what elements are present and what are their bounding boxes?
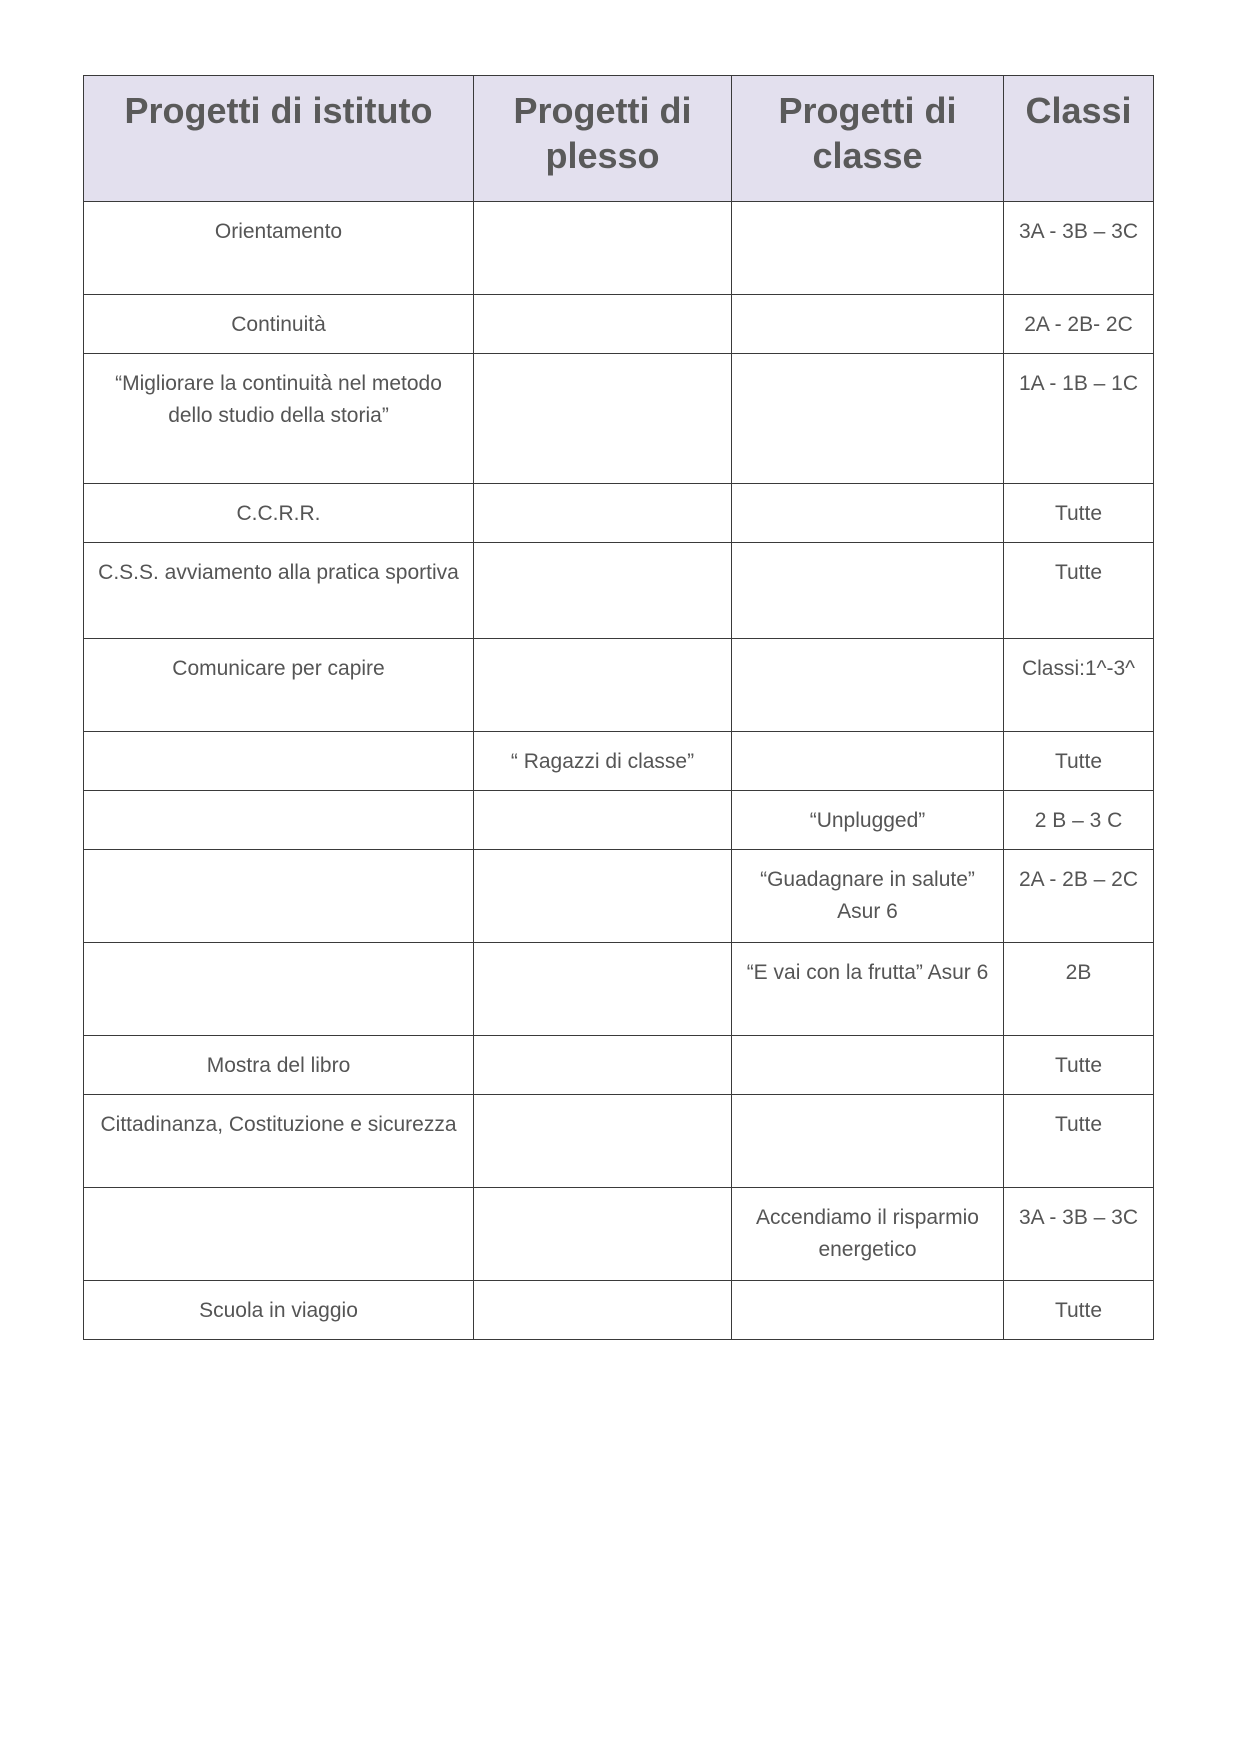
table-cell: 3A - 3B – 3C <box>1004 202 1154 295</box>
header-classi: Classi <box>1004 76 1154 202</box>
table-row <box>84 943 1154 1036</box>
table-cell <box>732 202 1004 295</box>
table-row <box>84 484 1154 543</box>
table-row <box>84 732 1154 791</box>
table-cell: Cittadinanza, Costituzione e sicurezza <box>84 1095 474 1188</box>
table-row <box>84 543 1154 639</box>
table-cell: “Migliorare la continuità nel metodo dello studio della storia” <box>84 354 474 484</box>
table-cell: “Guadagnare in salute” Asur 6 <box>732 850 1004 943</box>
header-progetti-istituto: Progetti di istituto <box>84 76 474 202</box>
table-row <box>84 1095 1154 1188</box>
table-cell <box>474 484 732 543</box>
table-cell: Orientamento <box>84 202 474 295</box>
table-cell <box>84 732 474 791</box>
table-cell: “Unplugged” <box>732 791 1004 850</box>
header-progetti-classe: Progetti di classe <box>732 76 1004 202</box>
table-cell <box>732 639 1004 732</box>
table-cell: Accendiamo il risparmio energetico <box>732 1188 1004 1281</box>
table-cell: Classi:1^-3^ <box>1004 639 1154 732</box>
table-cell: C.S.S. avviamento alla pratica sportiva <box>84 543 474 639</box>
table-cell: Scuola in viaggio <box>84 1281 474 1340</box>
table-cell: Tutte <box>1004 543 1154 639</box>
table-row <box>84 1281 1154 1340</box>
header-progetti-plesso: Progetti di plesso <box>474 76 732 202</box>
table-cell <box>84 943 474 1036</box>
table-cell: Tutte <box>1004 1281 1154 1340</box>
table-row <box>84 1188 1154 1281</box>
table-cell <box>474 295 732 354</box>
table-cell <box>474 354 732 484</box>
table-cell: Comunicare per capire <box>84 639 474 732</box>
table-cell <box>474 1095 732 1188</box>
table-cell: 1A - 1B – 1C <box>1004 354 1154 484</box>
table-cell <box>84 791 474 850</box>
table-cell: C.C.R.R. <box>84 484 474 543</box>
table-cell <box>84 850 474 943</box>
table-row <box>84 639 1154 732</box>
table-row <box>84 791 1154 850</box>
table-row <box>84 202 1154 295</box>
header-row <box>84 76 1154 202</box>
table-row <box>84 1036 1154 1095</box>
table-cell <box>474 1036 732 1095</box>
table-row <box>84 354 1154 484</box>
table-cell <box>474 943 732 1036</box>
table-cell: 2 B – 3 C <box>1004 791 1154 850</box>
table-cell <box>732 295 1004 354</box>
table-cell <box>732 1095 1004 1188</box>
table-cell: Tutte <box>1004 1095 1154 1188</box>
table-cell: 3A - 3B – 3C <box>1004 1188 1154 1281</box>
table-cell <box>732 354 1004 484</box>
table-cell: 2A - 2B – 2C <box>1004 850 1154 943</box>
table-cell <box>474 543 732 639</box>
table-cell <box>84 1188 474 1281</box>
table-cell <box>732 732 1004 791</box>
table-cell: Tutte <box>1004 732 1154 791</box>
table-cell: Mostra del libro <box>84 1036 474 1095</box>
table-cell <box>732 484 1004 543</box>
table-cell <box>474 1188 732 1281</box>
table-row <box>84 295 1154 354</box>
table-cell <box>474 202 732 295</box>
table-cell <box>732 1036 1004 1095</box>
table-cell: 2A - 2B- 2C <box>1004 295 1154 354</box>
table-cell: “E vai con la frutta” Asur 6 <box>732 943 1004 1036</box>
table-cell: Tutte <box>1004 484 1154 543</box>
table-cell <box>732 1281 1004 1340</box>
table-cell: 2B <box>1004 943 1154 1036</box>
table-cell: “ Ragazzi di classe” <box>474 732 732 791</box>
table-cell <box>474 850 732 943</box>
table-cell <box>474 1281 732 1340</box>
table-cell: Continuità <box>84 295 474 354</box>
table-cell <box>474 791 732 850</box>
table-cell <box>732 543 1004 639</box>
projects-table <box>83 75 1154 1340</box>
table-cell <box>474 639 732 732</box>
table-row <box>84 850 1154 943</box>
table-cell: Tutte <box>1004 1036 1154 1095</box>
